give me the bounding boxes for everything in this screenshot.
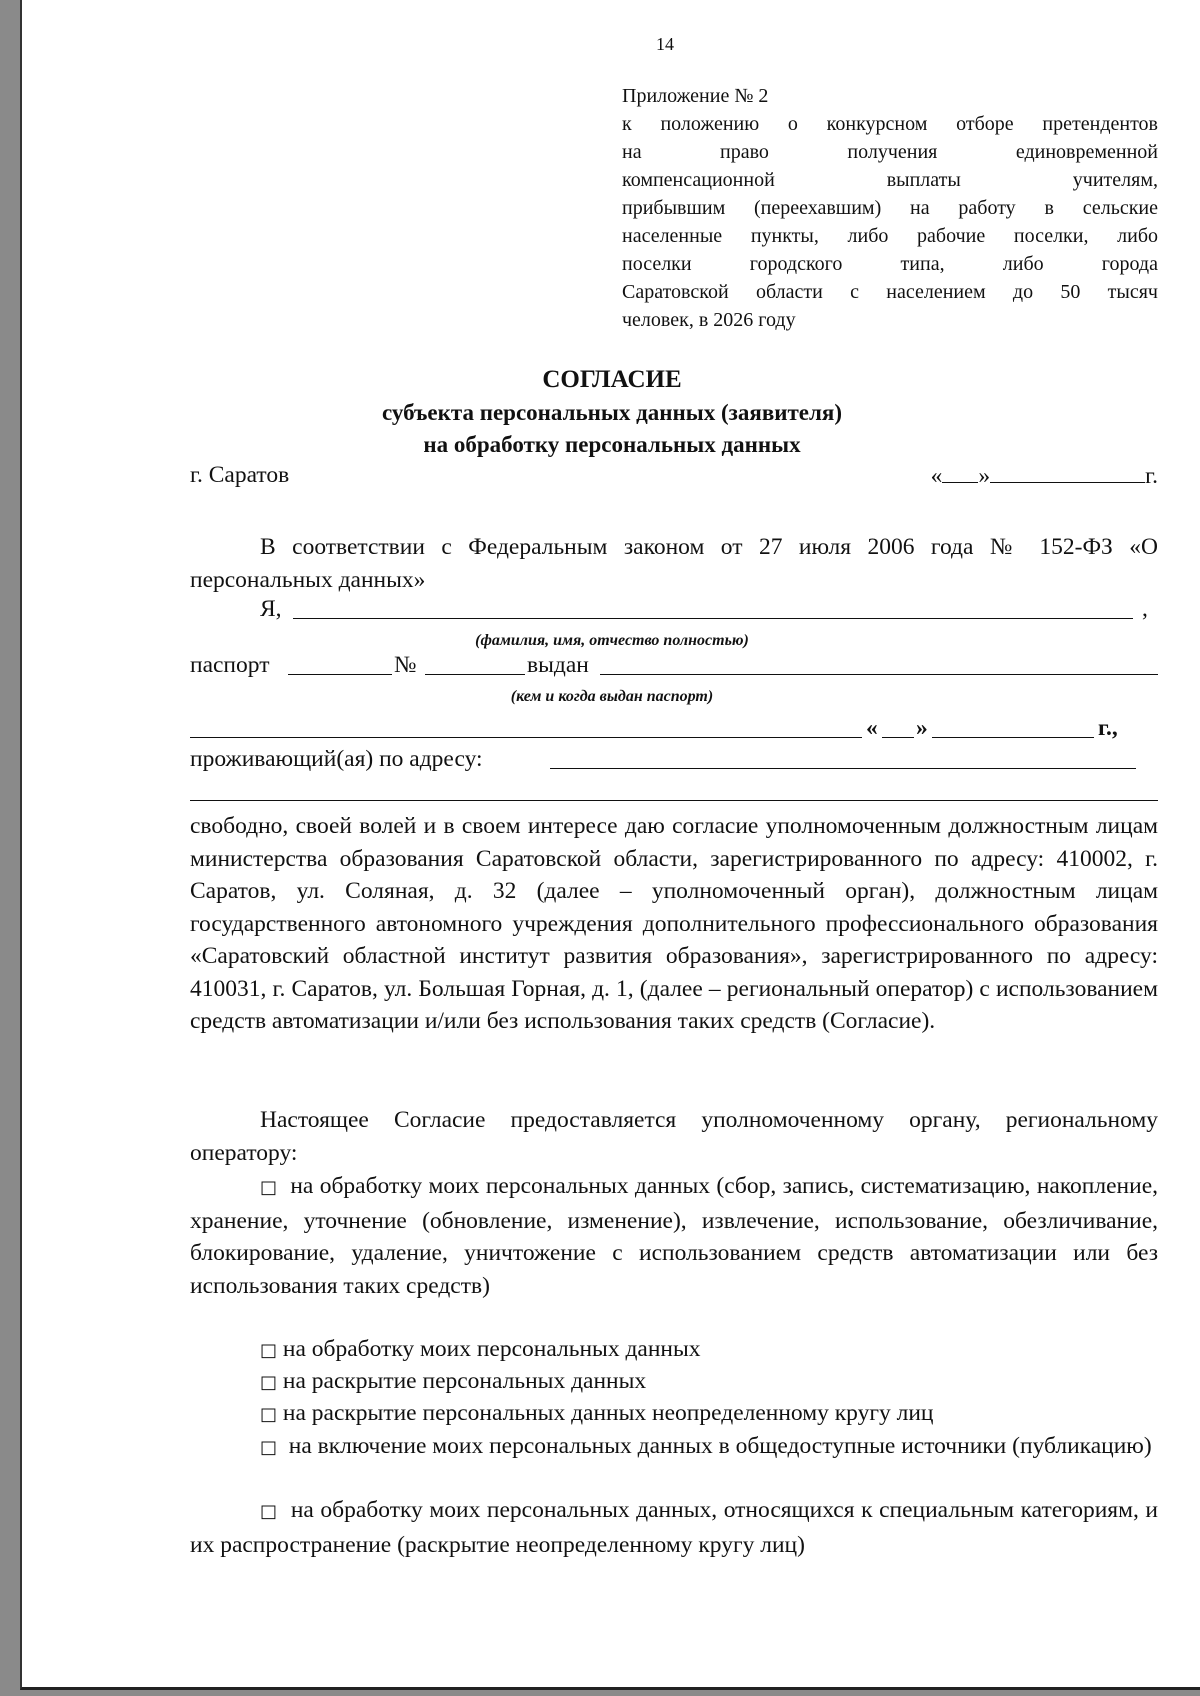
appendix-line: человек, в 2026 году — [622, 309, 796, 331]
fio-row: Я, , — [260, 596, 1148, 622]
option-label: на обработку моих персональных данных, относящихся к специальным категориям, и их распространение (раскрытие неопределенному кругу лиц) — [190, 1497, 1158, 1558]
address-row-2 — [190, 778, 1158, 808]
issued-date-row: « » г., — [190, 715, 1158, 745]
option-label: на раскрытие персональных данных неопределенному кругу лиц — [282, 1400, 934, 1426]
appendix-line: компенсационной выплаты учителям, — [622, 169, 1158, 191]
page-number: 14 — [656, 34, 674, 54]
checkbox-icon[interactable]: □ — [260, 1437, 278, 1458]
consent-scope-paragraph: Настоящее Согласие предоставляется уполномоченному органу, региональному оператору: — [190, 1107, 1158, 1166]
address-continuation-line[interactable] — [190, 780, 1158, 801]
checkbox-icon[interactable]: □ — [260, 1340, 278, 1361]
option-label: на обработку моих персональных данных (сбор, запись, систематизацию, накопление, хранение, уточнение (обновление, изменение), извлечение, использование, обезличивание, блокирование, удаление, уничтожение с использованием средств автоматизации или без использования таких средств) — [190, 1173, 1158, 1299]
document-subtitle: субъекта персональных данных (заявителя) — [381, 400, 843, 425]
option-item — [190, 1170, 1158, 1302]
intro-paragraph: В соответствии с Федеральным законом от 27 июля 2006 года № 152-ФЗ «О персональных данных» — [190, 534, 1158, 593]
passport-number-line[interactable] — [425, 654, 525, 675]
city-date-row — [190, 462, 1158, 492]
option-label: на включение моих персональных данных в общедоступные источники (публикацию) — [288, 1433, 1152, 1459]
issued-hint: (кем и когда выдан паспорт) — [510, 688, 714, 705]
option-item — [190, 1333, 1158, 1368]
issued-by-line[interactable] — [600, 654, 1158, 675]
fio-hint: (фамилия, имя, отчество полностью) — [475, 632, 749, 649]
consent-paragraph: свободно, своей волей и в своем интересе даю согласие уполномоченным должностным лицам министерства образования Саратовской области, зарегистрированного по адресу: 410002, г. Саратов, ул. Соляная, д. 32 (далее – уполномоченный орган), должностным лицам государственного автономного учреждения дополнительного профессионального образования «Саратовский областной институт развития образования», зарегистрированного по адресу: 410031, г. Саратов, ул. Большая Горная, д. 1, (далее – региональный оператор) с использованием средств автоматизации и/или без использования таких средств (Согласие). — [190, 813, 1158, 1034]
issued-continuation-line[interactable] — [190, 717, 862, 738]
document-subtitle: на обработку персональных данных — [423, 432, 801, 457]
appendix-line: Приложение № 2 — [622, 85, 769, 107]
option-item — [190, 1397, 1158, 1432]
issued-day-line[interactable] — [882, 717, 914, 738]
option-item — [190, 1365, 1158, 1400]
date-field[interactable]: « » г. — [930, 463, 1158, 489]
appendix-line: поселки городского типа, либо города — [622, 253, 1158, 275]
address-label: проживающий(ая) по адресу: — [190, 746, 483, 772]
checkbox-icon[interactable]: □ — [260, 1372, 278, 1393]
issued-month-line[interactable] — [932, 717, 1094, 738]
checkbox-icon[interactable]: □ — [260, 1404, 278, 1425]
city-label: г. Саратов — [190, 462, 290, 488]
passport-label: паспорт — [190, 652, 270, 678]
option-label: на обработку моих персональных данных — [282, 1336, 701, 1362]
appendix-block — [622, 82, 1158, 334]
i-label: Я, — [260, 596, 282, 622]
checkbox-icon[interactable]: □ — [260, 1501, 278, 1522]
appendix-line: Саратовской области с населением до 50 тысяч — [622, 281, 1158, 303]
appendix-line: прибывшим (переехавшим) на работу в сельские — [622, 197, 1158, 219]
passport-series-line[interactable] — [288, 654, 392, 675]
option-item — [190, 1430, 1158, 1465]
appendix-line: населенные пункты, либо рабочие поселки, либо — [622, 225, 1158, 247]
option-item — [190, 1494, 1158, 1561]
number-label: № — [394, 652, 417, 678]
address-row — [190, 746, 1158, 776]
document-title: СОГЛАСИЕ — [542, 366, 682, 393]
checkbox-icon[interactable]: □ — [260, 1177, 278, 1198]
address-input-line[interactable] — [550, 748, 1136, 769]
fio-input-line[interactable] — [293, 598, 1133, 619]
appendix-line: к положению о конкурсном отборе претендентов — [622, 113, 1158, 135]
option-label: на раскрытие персональных данных — [282, 1368, 647, 1394]
passport-row — [190, 652, 1158, 682]
issued-label: выдан — [527, 652, 589, 678]
document-page — [20, 0, 1200, 1690]
appendix-line: на право получения единовременной — [622, 141, 1158, 163]
year-suffix: г., — [1098, 715, 1118, 741]
